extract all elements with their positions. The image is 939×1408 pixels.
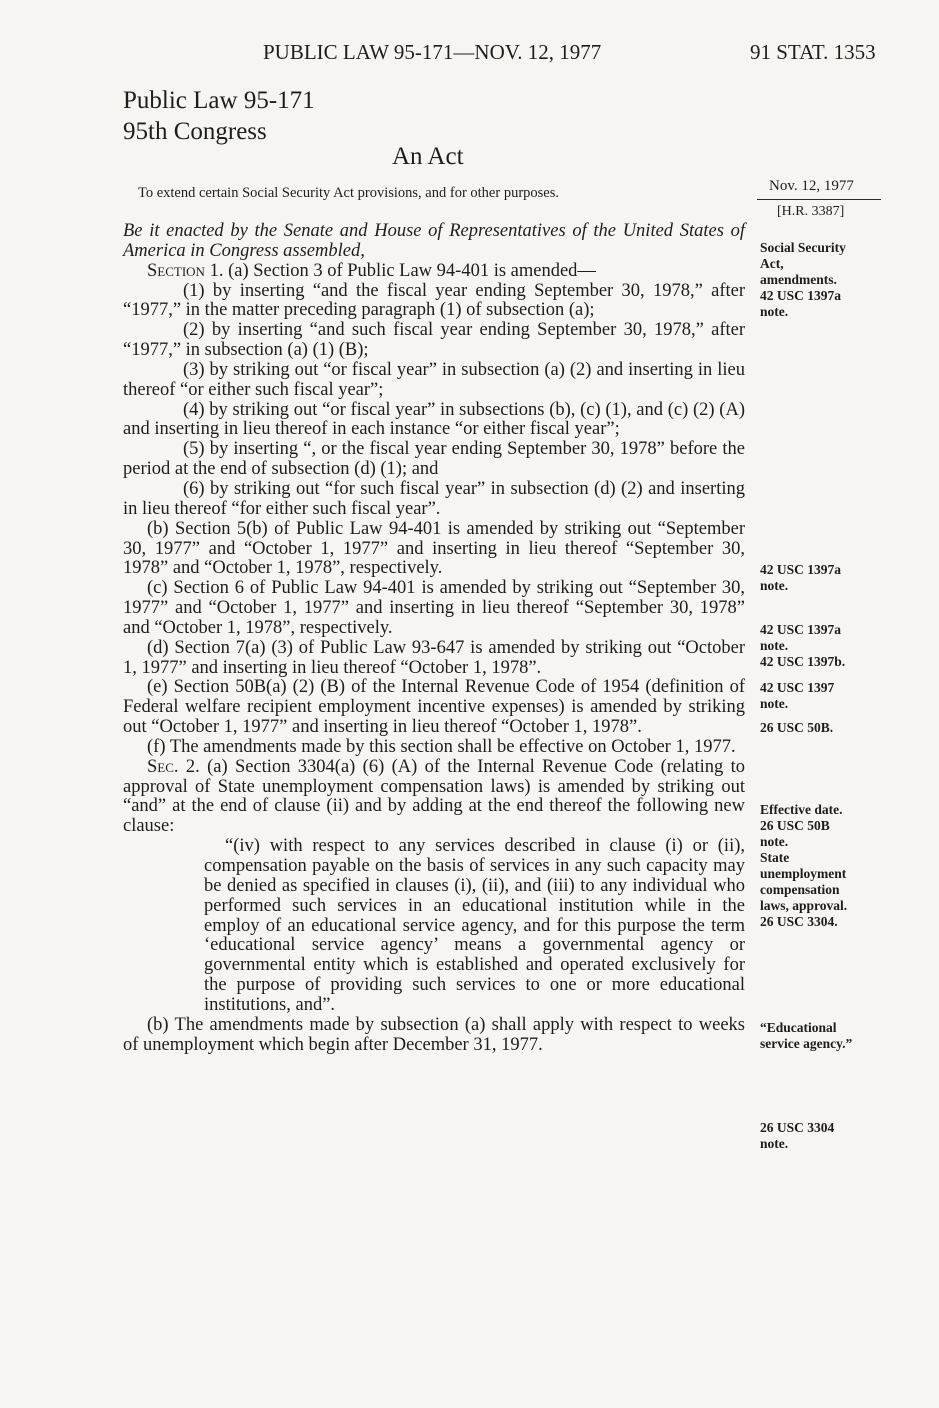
section-label: Section: [147, 260, 205, 281]
section-1-e: (e) Section 50B(a) (2) (B) of the Internal Revenue Code of 1954 (definition of Federal welfare recipient employment incentive expenses) is amended by striking out “October 1, 1977” and inserting in lieu thereof “October 1, 1978”.: [123, 677, 745, 738]
margin-note-effective-date: Effective date. 26 USC 50B note. State unemployment compensation laws, approval. 26 USC 3304.: [760, 802, 848, 929]
running-head: PUBLIC LAW 95-171—NOV. 12, 1977: [263, 40, 602, 64]
stat-reference: 91 STAT. 1353: [750, 40, 876, 64]
approval-date: Nov. 12, 1977: [769, 178, 854, 194]
new-clause-iv: “(iv) with respect to any services described in clause (i) or (ii), compensation payable on the basis of services in any such capacity may be denied as specified in clauses (i), (ii), and (iii) to any individual who performed such services in an educational institution while in the employ of an educational service agency, and for this purpose the term ‘educational service agency’ means a governmental agency or governmental entity which is established and operated exclusively for the purpose of providing such services to one or more educational institutions, and”.: [204, 836, 745, 1015]
margin-note-3304: 26 USC 3304 note.: [760, 1120, 835, 1151]
section-1-c: (c) Section 6 of Public Law 94-401 is amended by striking out “September 30, 1977” and “October 1, 1977” and inserting in lieu thereof “September 30, 1978” and “October 1, 1978”, respectively.: [123, 578, 745, 638]
section-1-item: (2) by inserting “and such fiscal year ending September 30, 1978,” after “1977,” in subsection (a) (1) (B);: [123, 320, 745, 361]
margin-note-1397a-b: 42 USC 1397a note.: [760, 562, 842, 593]
section-1-item: (3) by striking out “or fiscal year” in subsection (a) (2) and inserting in lieu thereof “or either such fiscal year”;: [123, 359, 745, 400]
act-heading: An Act: [392, 143, 464, 170]
enacting-clause: Be it enacted by the Senate and House of Representatives of the United States of America in Congress assembled,: [123, 221, 745, 261]
margin-note-social-security: Social Security Act, amendments. 42 USC 1397a note.: [760, 240, 846, 319]
margin-note-50b: 26 USC 50B.: [760, 720, 834, 735]
margin-note-educational-service-agency: “Educational service agency.”: [760, 1020, 853, 1051]
section-2-b: (b) The amendments made by subsection (a) shall apply with respect to weeks of unemployment which begin after December 31, 1977.: [123, 1014, 745, 1055]
section-1-intro: [123, 262, 745, 282]
section-1-item: (1) by inserting “and the fiscal year ending September 30, 1978,” after “1977,” in the matter preceding paragraph (1) of subsection (a);: [123, 280, 745, 321]
section-1-intro-text: 1. (a) Section 3 of Public Law 94-401 is amended—: [204, 260, 596, 281]
section-1-item: (6) by striking out “for such fiscal year” in subsection (d) (2) and inserting in lieu thereof “for either such fiscal year”.: [123, 478, 745, 519]
act-body: [123, 222, 745, 1055]
section-1-f: (f) The amendments made by this section shall be effective on October 1, 1977.: [147, 736, 736, 757]
sec-label: Sec.: [147, 756, 179, 777]
public-law-number: Public Law 95-171: [123, 87, 315, 114]
congress-number: 95th Congress: [123, 118, 267, 145]
margin-note-1397: 42 USC 1397 note.: [760, 680, 835, 711]
section-1-item: (5) by inserting “, or the fiscal year ending September 30, 1978” before the period at the end of subsection (d) (1); and: [123, 439, 745, 480]
section-1-d: (d) Section 7(a) (3) of Public Law 93-647 is amended by striking out “October 1, 1977” and inserting in lieu thereof “October 1, 1978”.: [123, 637, 745, 678]
margin-note-1397a-c: 42 USC 1397a note. 42 USC 1397b.: [760, 622, 846, 669]
section-2-a: [123, 758, 745, 837]
section-2-a-text: 2. (a) Section 3304(a) (6) (A) of the Internal Revenue Code (relating to approval of State unemployment compensation laws) is amended by striking out “and” at the end of clause (ii) and by adding at the end thereof the following new clause:: [123, 756, 745, 837]
bill-number: [H.R. 3387]: [777, 204, 845, 219]
act-purpose: To extend certain Social Security Act provisions, and for other purposes.: [138, 185, 559, 201]
section-1-item: (4) by striking out “or fiscal year” in subsections (b), (c) (1), and (c) (2) (A) and inserting in lieu thereof in each instance “or either fiscal year”;: [123, 399, 745, 440]
section-1-b: (b) Section 5(b) of Public Law 94-401 is amended by striking out “September 30, 1977” and “October 1, 1977” and inserting in lieu thereof “September 30, 1978” and “October 1, 1978”, respectively.: [123, 518, 745, 579]
date-rule: [757, 199, 881, 200]
